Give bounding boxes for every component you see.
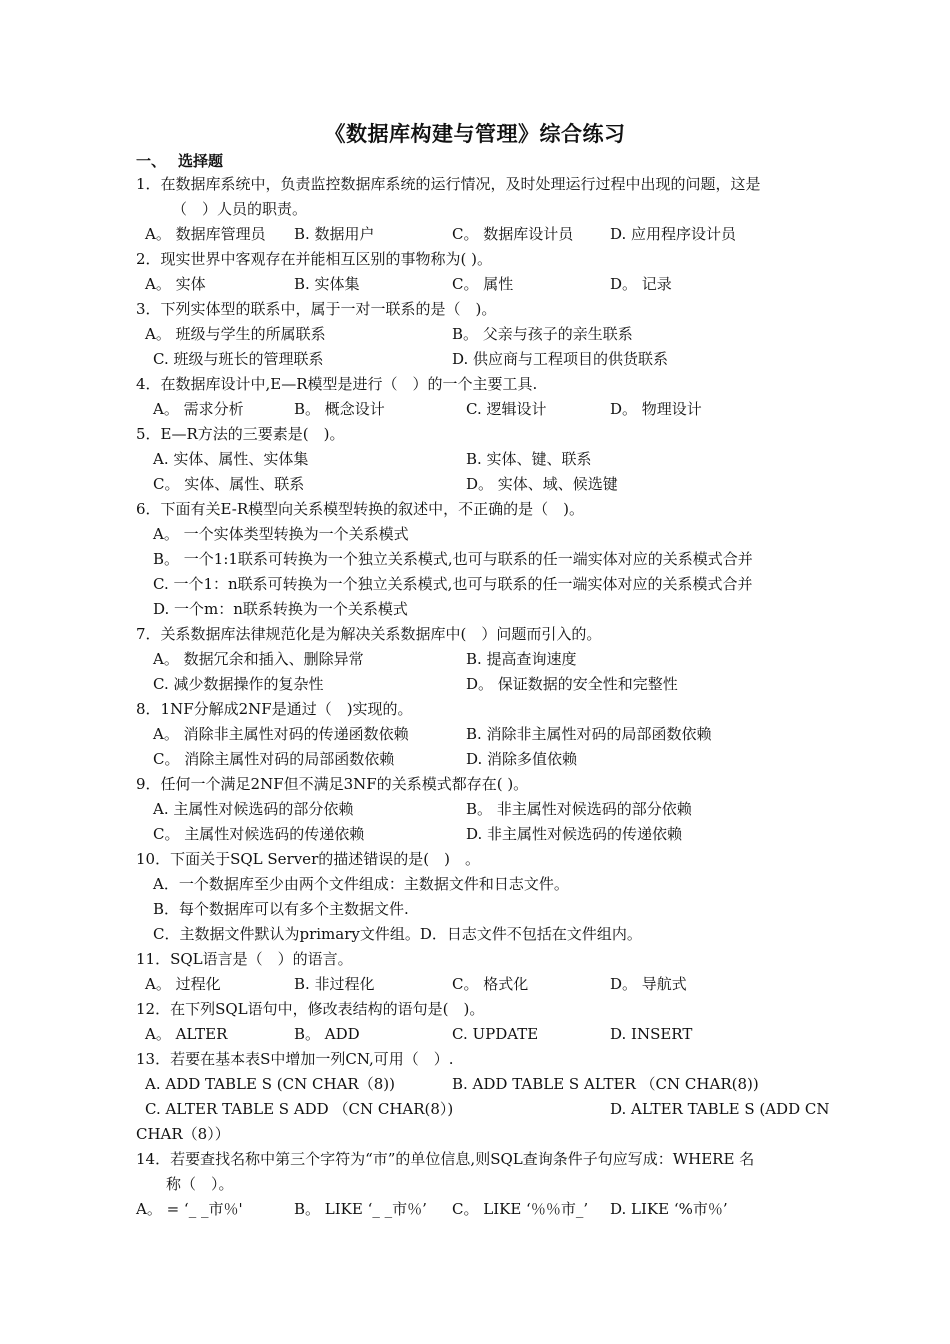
q12-option-d: D. INSERT xyxy=(610,1025,693,1043)
q6-option-b: B。 一个1:1联系可转换为一个独立关系模式,也可与联系的任一端实体对应的关系模式合并 xyxy=(153,550,753,568)
q6-option-c: C. 一个1：n联系可转换为一个独立关系模式,也可与联系的任一端实体对应的关系模式合并 xyxy=(153,575,753,593)
q4-option-d: D。 物理设计 xyxy=(610,400,702,418)
question-8: 8．1NF分解成2NF是通过（ )实现的。 xyxy=(136,700,413,718)
question-9: 9．任何一个满足2NF但不满足3NF的关系模式都存在( )。 xyxy=(136,775,529,793)
question-10: 10．下面关于SQL Server的描述错误的是( ) 。 xyxy=(136,850,480,868)
question-4: 4．在数据库设计中,E—R模型是进行（ ）的一个主要工具. xyxy=(136,375,538,393)
question-14: 14．若要查找名称中第三个字符为“市”的单位信息,则SQL查询条件子句应写成：WHERE 名 xyxy=(136,1150,755,1168)
question-6: 6．下面有关E-R模型向关系模型转换的叙述中，不正确的是（ )。 xyxy=(136,500,584,518)
question-7: 7．关系数据库法律规范化是为解决关系数据库中( ）问题而引入的。 xyxy=(136,625,602,643)
page-title: 《数据库构建与管理》综合练习 xyxy=(324,121,626,146)
q2-option-d: D。 记录 xyxy=(610,275,672,293)
q9-option-a: A. 主属性对候选码的部分依赖 xyxy=(153,800,354,818)
q10-option-a: A．一个数据库至少由两个文件组成：主数据文件和日志文件。 xyxy=(153,875,569,893)
section-heading xyxy=(136,150,223,171)
q3-option-b: B。 父亲与孩子的亲生联系 xyxy=(452,325,633,343)
q6-option-a: A。 一个实体类型转换为一个关系模式 xyxy=(153,525,409,543)
q14-option-c: C。 LIKE ‘％％市_’ xyxy=(452,1200,589,1218)
q4-option-b: B。 概念设计 xyxy=(294,400,385,418)
q9-option-b: B。 非主属性对候选码的部分依赖 xyxy=(466,800,692,818)
q4-option-c: C. 逻辑设计 xyxy=(466,400,547,418)
q10-option-c-d: C．主数据文件默认为primary文件组。D．日志文件不包括在文件组内。 xyxy=(153,925,642,943)
q7-option-b: B. 提高查询速度 xyxy=(466,650,577,668)
q12-option-b: B。 ADD xyxy=(294,1025,360,1043)
q12-option-a: A。 ALTER xyxy=(145,1025,228,1043)
q11-option-c: C。 格式化 xyxy=(452,975,529,993)
question-5: 5．E—R方法的三要素是( )。 xyxy=(136,425,345,443)
question-1-continuation: （ ）人员的职责。 xyxy=(172,200,308,218)
question-3: 3．下列实体型的联系中，属于一对一联系的是（ )。 xyxy=(136,300,497,318)
q11-option-b: B. 非过程化 xyxy=(294,975,375,993)
q14-option-b: B。 LIKE ‘_ _市％’ xyxy=(294,1200,427,1218)
q5-option-c: C。 实体、属性、联系 xyxy=(153,475,305,493)
q1-option-d: D. 应用程序设计员 xyxy=(610,225,737,243)
q3-option-d: D. 供应商与工程项目的供货联系 xyxy=(452,350,669,368)
q14-option-d: D. LIKE ‘%市％’ xyxy=(610,1200,728,1218)
q8-option-c: C。 消除主属性对码的局部函数依赖 xyxy=(153,750,395,768)
q13-option-d: D. ALTER TABLE S (ADD CN xyxy=(610,1100,830,1118)
question-11: 11．SQL语言是（ ）的语言。 xyxy=(136,950,353,968)
q3-option-c: C. 班级与班长的管理联系 xyxy=(153,350,324,368)
q5-option-a: A. 实体、属性、实体集 xyxy=(153,450,309,468)
question-2: 2．现实世界中客观存在并能相互区别的事物称为( )。 xyxy=(136,250,493,268)
q4-option-a: A。 需求分析 xyxy=(153,400,244,418)
q8-option-b: B. 消除非主属性对码的局部函数依赖 xyxy=(466,725,712,743)
q13-option-b: B. ADD TABLE S ALTER （CN CHAR(8)) xyxy=(452,1075,759,1093)
q11-option-d: D。 导航式 xyxy=(610,975,687,993)
q2-option-a: A。 实体 xyxy=(145,275,206,293)
question-12: 12．在下列SQL语句中，修改表结构的语句是( )。 xyxy=(136,1000,485,1018)
q7-option-a: A。 数据冗余和插入、删除异常 xyxy=(153,650,364,668)
q11-option-a: A。 过程化 xyxy=(145,975,221,993)
q1-option-c: C。 数据库设计员 xyxy=(452,225,574,243)
q9-option-c: C。 主属性对候选码的传递依赖 xyxy=(153,825,365,843)
q12-option-c: C. UPDATE xyxy=(452,1025,539,1043)
q2-option-c: C。 属性 xyxy=(452,275,514,293)
section-number: 一、 xyxy=(136,152,167,170)
section-label: 选择题 xyxy=(178,152,224,170)
q2-option-b: B. 实体集 xyxy=(294,275,360,293)
q14-option-a: A。 = ‘_ _市％' xyxy=(136,1200,243,1218)
q5-option-b: B. 实体、键、联系 xyxy=(466,450,592,468)
q5-option-d: D。 实体、域、候选键 xyxy=(466,475,618,493)
q7-option-d: D。 保证数据的安全性和完整性 xyxy=(466,675,678,693)
q13-option-a: A. ADD TABLE S (CN CHAR（8)) xyxy=(145,1075,395,1093)
q13-option-c: C. ALTER TABLE S ADD （CN CHAR(8）) xyxy=(145,1100,454,1118)
question-1: 1．在数据库系统中，负责监控数据库系统的运行情况，及时处理运行过程中出现的问题，这是 xyxy=(136,175,761,193)
q10-option-b: B．每个数据库可以有多个主数据文件. xyxy=(153,900,409,918)
q7-option-c: C. 减少数据操作的复杂性 xyxy=(153,675,324,693)
q1-option-a: A。 数据库管理员 xyxy=(145,225,266,243)
question-14-continuation: 称（ ）。 xyxy=(166,1175,234,1193)
question-13: 13．若要在基本表S中增加一列CN,可用（ ）. xyxy=(136,1050,454,1068)
q6-option-d: D. 一个m：n联系转换为一个关系模式 xyxy=(153,600,408,618)
q3-option-a: A。 班级与学生的所属联系 xyxy=(145,325,326,343)
q8-option-d: D. 消除多值依赖 xyxy=(466,750,578,768)
q8-option-a: A。 消除非主属性对码的传递函数依赖 xyxy=(153,725,409,743)
q13-option-d-wrap: CHAR（8）） xyxy=(136,1125,230,1143)
q1-option-b: B. 数据用户 xyxy=(294,225,375,243)
q9-option-d: D. 非主属性对候选码的传递依赖 xyxy=(466,825,683,843)
